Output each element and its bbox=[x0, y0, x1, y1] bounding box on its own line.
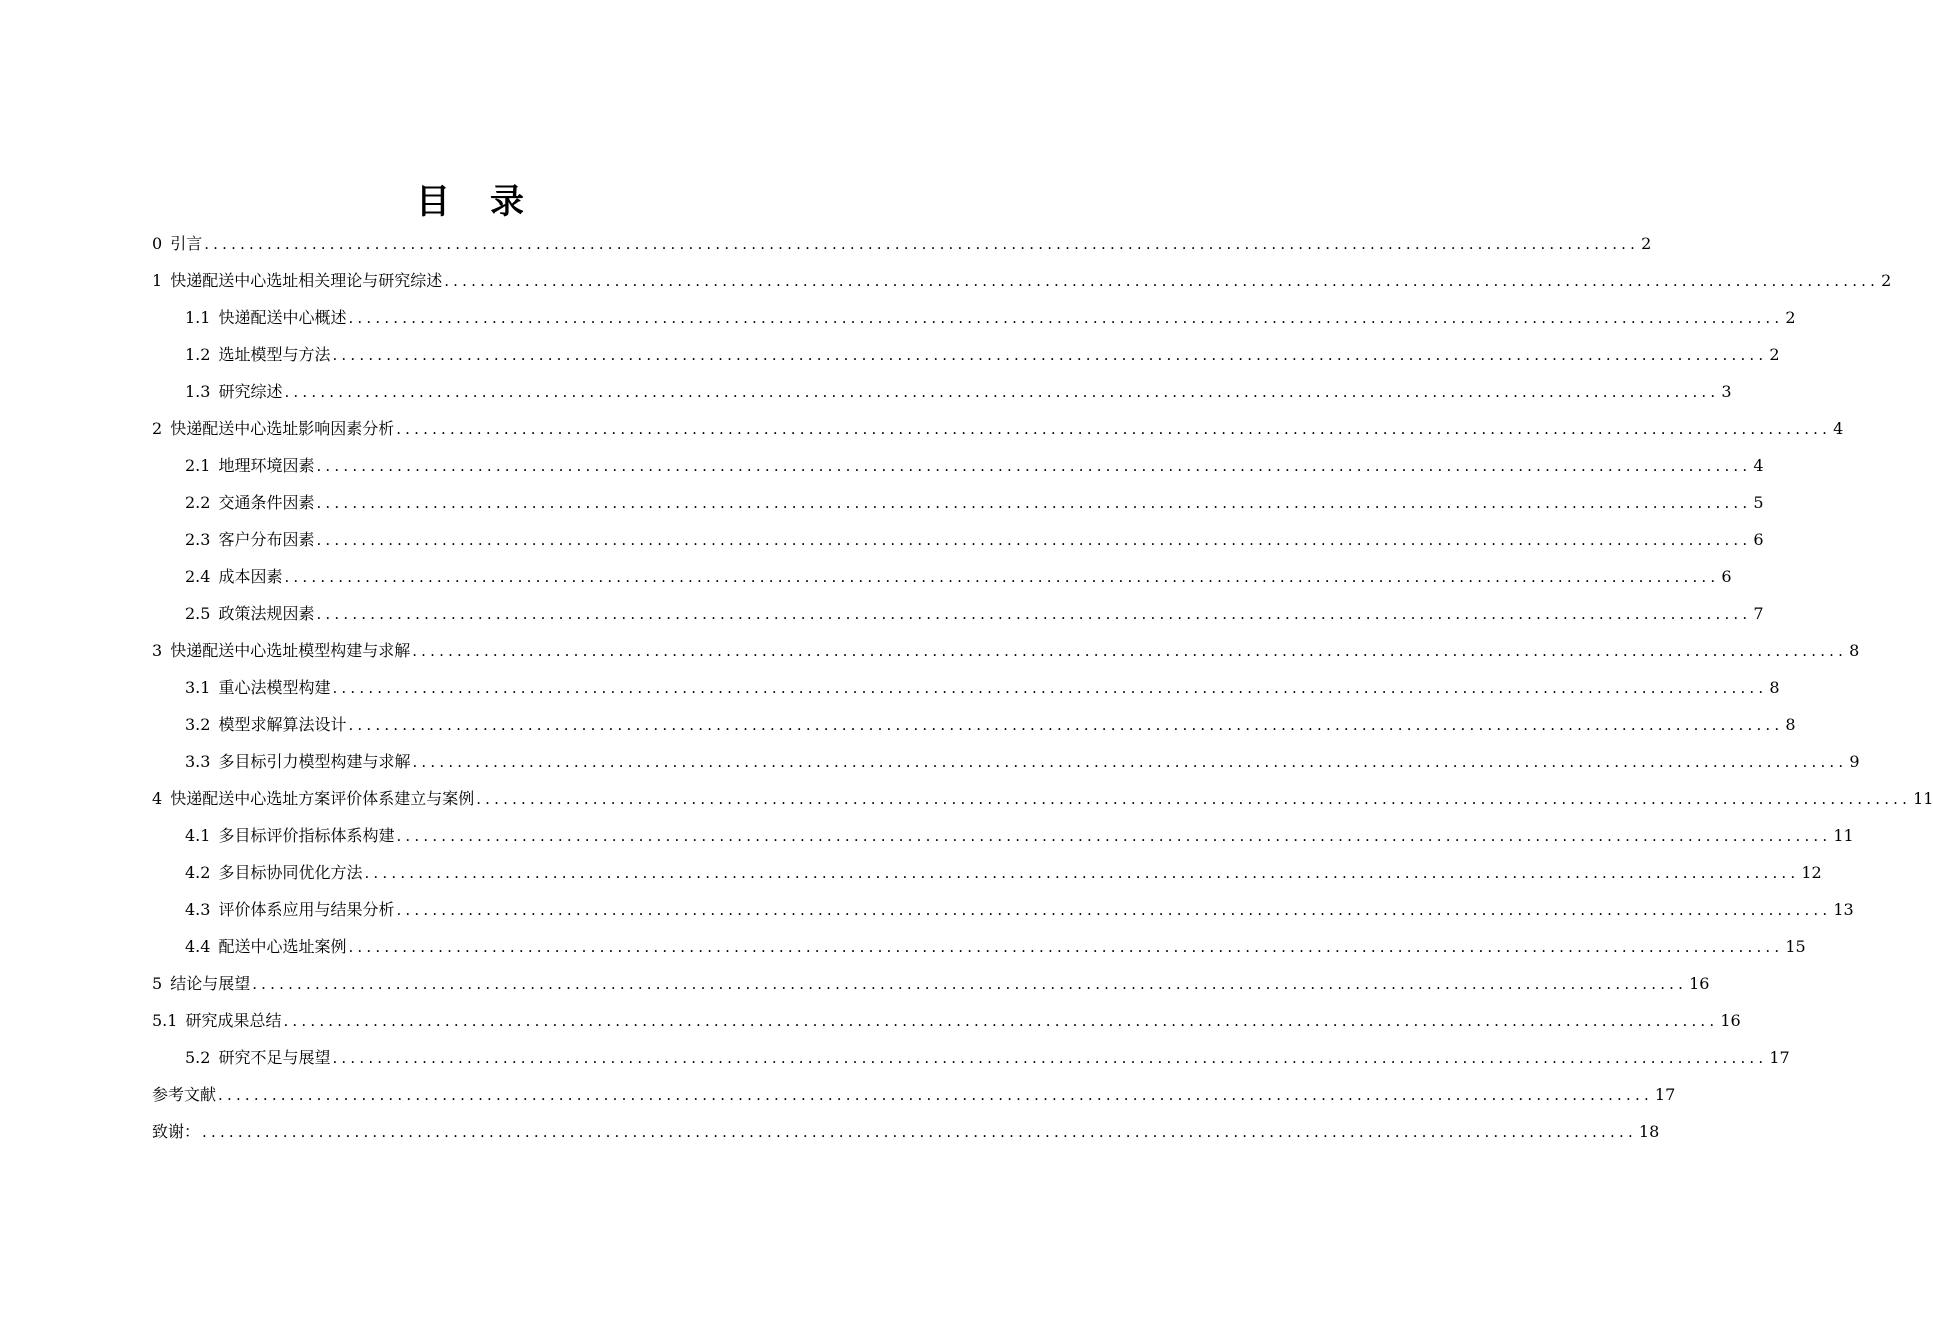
toc-entry-text bbox=[185, 382, 282, 407]
toc-page-number: 11 bbox=[1913, 789, 1933, 808]
toc-entry-label: 致谢： bbox=[152, 1122, 201, 1141]
toc-title: 目录 bbox=[416, 182, 564, 222]
toc-entry-label: 研究综述 bbox=[218, 382, 283, 401]
toc-entry-label: 客户分布因素 bbox=[218, 530, 315, 549]
toc-page-number: 12 bbox=[1801, 863, 1822, 882]
toc-entry-number: 4.1 bbox=[185, 826, 211, 845]
table-of-contents bbox=[152, 222, 1933, 1147]
toc-entry-text bbox=[185, 826, 394, 851]
toc-dot-leader: ................................................................................................................................................................ bbox=[332, 679, 1768, 697]
toc-entry[interactable] bbox=[152, 740, 1860, 777]
toc-dot-leader: ................................................................................................................................................................ bbox=[396, 420, 1832, 438]
toc-entry-number: 5 bbox=[152, 974, 163, 993]
toc-page-number: 2 bbox=[1641, 234, 1652, 253]
toc-dot-leader: ................................................................................................................................................................ bbox=[348, 938, 1784, 956]
toc-page-number: 11 bbox=[1833, 826, 1854, 845]
toc-entry[interactable] bbox=[152, 592, 1764, 629]
toc-entry[interactable] bbox=[152, 999, 1741, 1036]
toc-entry-text bbox=[185, 937, 346, 962]
toc-entry-text bbox=[152, 419, 394, 444]
toc-entry[interactable] bbox=[152, 851, 1822, 888]
toc-dot-leader: ................................................................................................................................................................ bbox=[284, 568, 1720, 586]
toc-dot-leader: ................................................................................................................................................................ bbox=[396, 827, 1832, 845]
toc-entry-label: 快递配送中心概述 bbox=[218, 308, 347, 327]
toc-entry[interactable] bbox=[152, 222, 1652, 259]
toc-entry-label: 重心法模型构建 bbox=[218, 678, 331, 697]
toc-page-number: 13 bbox=[1833, 900, 1854, 919]
toc-dot-leader: ................................................................................................................................................................ bbox=[332, 346, 1768, 364]
toc-entry-label: 快递配送中心选址模型构建与求解 bbox=[170, 641, 411, 660]
toc-page-number: 6 bbox=[1721, 567, 1732, 586]
toc-dot-leader: ................................................................................................................................................................ bbox=[348, 309, 1784, 327]
toc-entry-number: 5.2 bbox=[185, 1048, 211, 1067]
toc-entry-number: 2.5 bbox=[185, 604, 211, 623]
toc-entry[interactable] bbox=[152, 814, 1854, 851]
toc-entry[interactable] bbox=[152, 555, 1732, 592]
toc-entry-label: 多目标评价指标体系构建 bbox=[218, 826, 395, 845]
toc-entry-text bbox=[152, 789, 474, 814]
toc-entry-label: 结论与展望 bbox=[170, 974, 251, 993]
toc-page-number: 16 bbox=[1720, 1011, 1741, 1030]
toc-entry[interactable] bbox=[152, 481, 1764, 518]
toc-entry-text bbox=[185, 752, 410, 777]
toc-page-number: 3 bbox=[1721, 382, 1732, 401]
toc-entry-text bbox=[185, 900, 394, 925]
toc-entry-label: 地理环境因素 bbox=[218, 456, 315, 475]
toc-page-number: 4 bbox=[1753, 456, 1764, 475]
toc-page-number: 7 bbox=[1753, 604, 1764, 623]
toc-dot-leader: ................................................................................................................................................................ bbox=[284, 383, 1720, 401]
toc-dot-leader: ................................................................................................................................................................ bbox=[316, 605, 1752, 623]
toc-dot-leader: ................................................................................................................................................................ bbox=[396, 901, 1832, 919]
toc-dot-leader: ................................................................................................................................................................ bbox=[316, 457, 1752, 475]
toc-entry-label: 评价体系应用与结果分析 bbox=[218, 900, 395, 919]
toc-page-number: 8 bbox=[1849, 641, 1860, 660]
toc-entry-text bbox=[152, 1085, 216, 1110]
toc-entry[interactable] bbox=[152, 1073, 1676, 1110]
toc-entry-text bbox=[185, 530, 314, 555]
toc-entry-number: 2.3 bbox=[185, 530, 211, 549]
toc-entry-label: 多目标协同优化方法 bbox=[218, 863, 363, 882]
toc-entry-text bbox=[185, 456, 314, 481]
toc-entry-label: 快递配送中心选址影响因素分析 bbox=[170, 419, 395, 438]
toc-page-number: 17 bbox=[1769, 1048, 1790, 1067]
toc-entry[interactable] bbox=[152, 925, 1806, 962]
toc-entry-number: 3 bbox=[152, 641, 163, 660]
toc-page-number: 16 bbox=[1689, 974, 1710, 993]
toc-page-number: 2 bbox=[1769, 345, 1780, 364]
toc-entry-label: 研究不足与展望 bbox=[218, 1048, 331, 1067]
toc-page-number: 18 bbox=[1638, 1122, 1660, 1141]
toc-entry-number: 2.2 bbox=[185, 493, 211, 512]
toc-entry-number: 0 bbox=[152, 234, 163, 253]
toc-entry-text bbox=[185, 308, 346, 333]
toc-entry[interactable] bbox=[152, 1036, 1790, 1073]
toc-page-number: 4 bbox=[1833, 419, 1844, 438]
toc-entry-number: 4 bbox=[152, 789, 163, 808]
toc-entry-label: 配送中心选址案例 bbox=[218, 937, 347, 956]
toc-entry-number: 5.1 bbox=[152, 1011, 178, 1030]
toc-entry[interactable] bbox=[152, 888, 1854, 925]
toc-page-number: 8 bbox=[1769, 678, 1780, 697]
toc-entry[interactable] bbox=[152, 444, 1764, 481]
toc-entry-label: 快递配送中心选址方案评价体系建立与案例 bbox=[170, 789, 475, 808]
toc-dot-leader: ................................................................................................................................................................ bbox=[412, 753, 1848, 771]
toc-entry[interactable] bbox=[152, 518, 1764, 555]
toc-entry-number: 1.2 bbox=[185, 345, 211, 364]
toc-entry-text bbox=[185, 493, 314, 518]
toc-page-number: 9 bbox=[1849, 752, 1860, 771]
toc-entry-number: 2.1 bbox=[185, 456, 211, 475]
toc-dot-leader: ................................................................................................................................................................ bbox=[364, 864, 1800, 882]
toc-entry-text bbox=[152, 1122, 200, 1147]
toc-entry-number: 3.1 bbox=[185, 678, 211, 697]
toc-entry-label: 参考文献 bbox=[152, 1085, 217, 1104]
toc-dot-leader: ................................................................................................................................................................ bbox=[412, 642, 1848, 660]
toc-entry-label: 快递配送中心选址相关理论与研究综述 bbox=[170, 271, 443, 290]
toc-page-number: 15 bbox=[1785, 937, 1806, 956]
toc-entry-label: 选址模型与方法 bbox=[218, 345, 331, 364]
toc-entry[interactable] bbox=[152, 259, 1892, 296]
toc-entry-label: 政策法规因素 bbox=[218, 604, 315, 623]
toc-entry-text bbox=[185, 567, 282, 592]
toc-entry-number: 2 bbox=[152, 419, 163, 438]
toc-entry[interactable] bbox=[152, 777, 1933, 814]
toc-dot-leader: ................................................................................................................................................................ bbox=[316, 494, 1752, 512]
toc-entry[interactable] bbox=[152, 1110, 1660, 1147]
toc-entry[interactable] bbox=[152, 703, 1796, 740]
toc-entry-label: 引言 bbox=[170, 234, 203, 253]
toc-dot-leader: ................................................................................................................................................................ bbox=[202, 1123, 1637, 1141]
toc-entry[interactable] bbox=[152, 666, 1780, 703]
toc-entry-label: 多目标引力模型构建与求解 bbox=[218, 752, 411, 771]
toc-page-number: 6 bbox=[1753, 530, 1764, 549]
toc-entry-text bbox=[185, 604, 314, 629]
toc-entry-number: 1 bbox=[152, 271, 163, 290]
toc-page-number: 17 bbox=[1654, 1085, 1676, 1104]
toc-dot-leader: ................................................................................................................................................................ bbox=[252, 975, 1688, 993]
toc-entry-label: 交通条件因素 bbox=[218, 493, 315, 512]
toc-entry-label: 研究成果总结 bbox=[185, 1011, 282, 1030]
toc-page-number: 2 bbox=[1881, 271, 1892, 290]
toc-entry-text bbox=[185, 345, 330, 370]
toc-dot-leader: ................................................................................................................................................................ bbox=[332, 1049, 1768, 1067]
toc-dot-leader: ................................................................................................................................................................ bbox=[283, 1012, 1719, 1030]
toc-entry-text bbox=[152, 641, 410, 666]
toc-page-number: 5 bbox=[1753, 493, 1764, 512]
toc-entry[interactable] bbox=[152, 333, 1780, 370]
toc-page-number: 8 bbox=[1785, 715, 1796, 734]
toc-entry-label: 模型求解算法设计 bbox=[218, 715, 347, 734]
toc-dot-leader: ................................................................................................................................................................ bbox=[348, 716, 1784, 734]
toc-entry-number: 2.4 bbox=[185, 567, 211, 586]
toc-page-number: 2 bbox=[1785, 308, 1796, 327]
toc-entry-number: 1.1 bbox=[185, 308, 211, 327]
toc-entry-text bbox=[152, 974, 250, 999]
toc-entry-number: 4.3 bbox=[185, 900, 211, 919]
toc-entry[interactable] bbox=[152, 296, 1796, 333]
toc-entry-text bbox=[152, 1011, 281, 1036]
toc-dot-leader: ................................................................................................................................................................ bbox=[476, 790, 1912, 808]
toc-entry-text bbox=[152, 234, 202, 259]
toc-dot-leader: ................................................................................................................................................................ bbox=[204, 235, 1640, 253]
toc-entry[interactable] bbox=[152, 407, 1844, 444]
toc-entry-number: 4.4 bbox=[185, 937, 211, 956]
toc-entry-label: 成本因素 bbox=[218, 567, 283, 586]
toc-entry[interactable] bbox=[152, 370, 1732, 407]
toc-entry-text bbox=[152, 271, 442, 296]
toc-entry-text bbox=[185, 715, 346, 740]
toc-dot-leader: ................................................................................................................................................................ bbox=[316, 531, 1752, 549]
toc-dot-leader: ................................................................................................................................................................ bbox=[218, 1086, 1653, 1104]
toc-entry-text bbox=[185, 678, 330, 703]
toc-entry-number: 4.2 bbox=[185, 863, 211, 882]
toc-entry[interactable] bbox=[152, 629, 1860, 666]
toc-entry-text bbox=[185, 1048, 330, 1073]
toc-entry-number: 1.3 bbox=[185, 382, 211, 401]
toc-entry[interactable] bbox=[152, 962, 1710, 999]
toc-dot-leader: ................................................................................................................................................................ bbox=[444, 272, 1880, 290]
toc-entry-number: 3.2 bbox=[185, 715, 211, 734]
toc-entry-text bbox=[185, 863, 362, 888]
toc-entry-number: 3.3 bbox=[185, 752, 211, 771]
